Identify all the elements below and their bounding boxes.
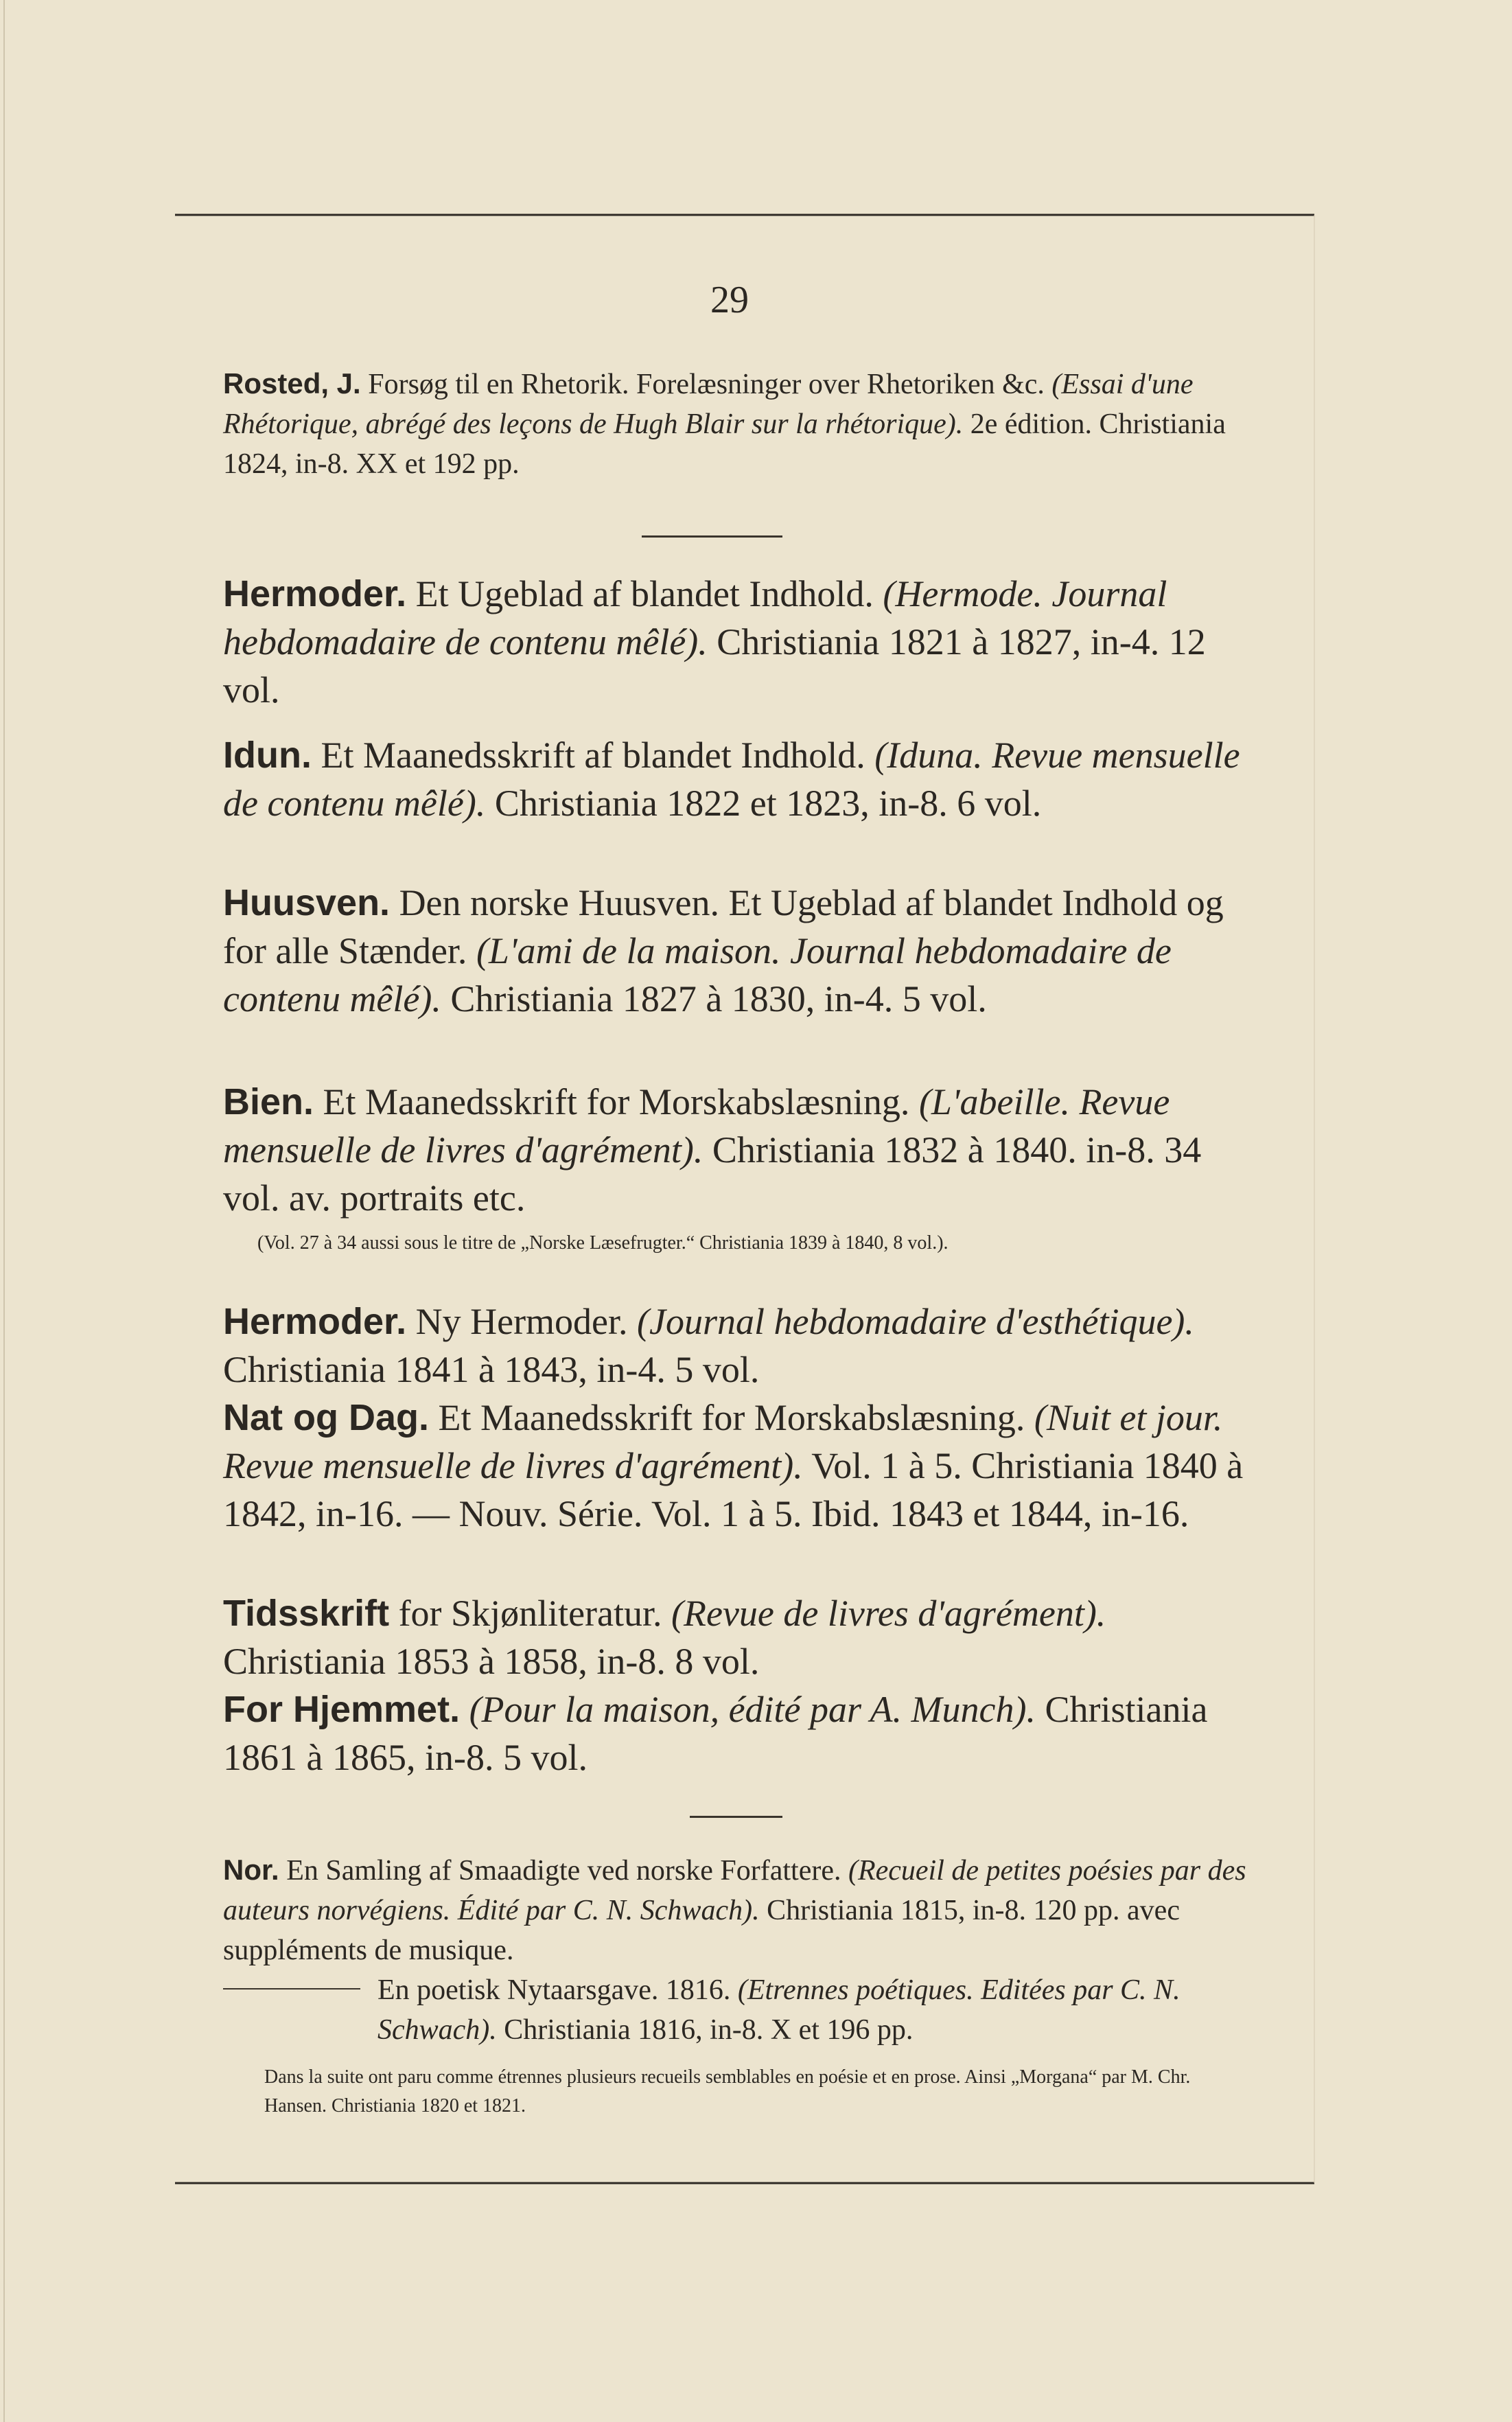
entry-nor (223, 1850, 1253, 1970)
entry-lead: Hermoder. (223, 573, 407, 614)
entry-lead: Bien. (223, 1081, 314, 1122)
entry-tidsskrift (223, 1589, 1253, 1685)
entry-rest: Christiania 1822 et 1823, in-8. 6 vol. (494, 783, 1042, 824)
entry-lead: Rosted, J. (223, 367, 361, 400)
entry-italic: (Pour la maison, édité par A. Munch). (469, 1689, 1036, 1730)
entry-text: Den norske Huusven. Et Ugeblad af blandet Indhold og for alle Stænder. (223, 882, 1224, 971)
entry-rest: 2e édition. Christiania 1824, in-8. XX et 192 pp. (223, 408, 1226, 480)
entry-text: Et Maanedsskrift af blandet Indhold. (321, 735, 865, 776)
entry-italic: (Revue de livres d'agrément). (671, 1593, 1106, 1634)
entry-rest: Christiania 1821 à 1827, in-4. 12 vol. (223, 621, 1206, 711)
entry-rest: Christiania 1816, in-8. X et 196 pp. (504, 2014, 914, 2046)
entry-italic: (L'abeille. Revue mensuelle de livres d'agrément). (223, 1081, 1170, 1170)
entry-for-hjemmet (223, 1685, 1253, 1781)
entry-rest: Christiania 1815, in-8. 120 pp. avec suppléments de musique. (223, 1895, 1180, 1966)
entry-italic: (Recueil de petites poésies par des auteurs norvégiens. Édité par C. N. Schwach). (223, 1855, 1246, 1926)
page-number: 29 (710, 279, 749, 321)
entry-italic: (Nuit et jour. Revue mensuelle de livres d'agrément). (223, 1397, 1223, 1486)
entry-lead: Nor. (223, 1854, 279, 1886)
entry-italic: (Iduna. Revue mensuelle de contenu mêlé). (223, 735, 1240, 824)
entry-ny-hermoder (223, 1298, 1253, 1394)
entry-italic: (Essai d'une Rhétorique, abrégé des leçons de Hugh Blair sur la rhétorique). (223, 369, 1194, 440)
entry-text: Et Ugeblad af blandet Indhold. (415, 573, 874, 614)
entry-italic: (Hermode. Journal hebdomadaire de contenu mêlé). (223, 573, 1167, 662)
entry-idun (223, 731, 1253, 827)
entry-text: En Samling af Smaadigte ved norske Forfattere. (286, 1855, 841, 1887)
entry-italic: (Journal hebdomadaire d'esthétique). (637, 1301, 1194, 1342)
entry-text: Ny Hermoder. (415, 1301, 628, 1342)
entry-rest: Christiania 1832 à 1840. in-8. 34 vol. av. portraits etc. (223, 1129, 1202, 1219)
entry-nat-og-dag (223, 1394, 1253, 1538)
entry-rest: Christiania 1841 à 1843, in-4. 5 vol. (223, 1349, 760, 1390)
entry-hermoder (223, 570, 1253, 714)
entry-rest: Christiania 1861 à 1865, in-8. 5 vol. (223, 1689, 1208, 1778)
entry-lead: Nat og Dag. (223, 1397, 430, 1438)
entry-huusven (223, 879, 1253, 1023)
entry-text: for Skjønliteratur. (398, 1593, 662, 1634)
entry-text: En poetisk Nytaarsgave. 1816. (377, 1974, 731, 2006)
entry-lead: Idun. (223, 735, 312, 776)
bien-note: (Vol. 27 à 34 aussi sous le titre de „Norske Læsefrugter.“ Christiania 1839 à 1840, 8 vol.). (257, 1232, 949, 1254)
entry-bien (223, 1078, 1253, 1222)
final-note: Dans la suite ont paru comme étrennes plusieurs recueils semblables en poésie et en prose. Ainsi „Morgana“ par M. Chr. Hansen. Christiania 1820 et 1821. (264, 2066, 1191, 2117)
entry-rosted (223, 364, 1253, 484)
entry-text: Et Maanedsskrift for Morskabslæsning. (438, 1397, 1025, 1438)
entry-lead: Hermoder. (223, 1301, 407, 1342)
entry-text: Forsøg til en Rhetorik. Forelæsninger over Rhetoriken &c. (368, 369, 1045, 400)
entry-lead: Tidsskrift (223, 1593, 390, 1634)
ditto-rule (223, 1988, 360, 1990)
entry-rest: Christiania 1827 à 1830, in-4. 5 vol. (450, 978, 987, 1019)
entry-italic: (L'ami de la maison. Journal hebdomadaire de contenu mêlé). (223, 930, 1172, 1019)
separator (690, 1816, 782, 1818)
entry-lead: Huusven. (223, 882, 391, 923)
entry-rest: Vol. 1 à 5. Christiania 1840 à 1842, in-16. — Nouv. Série. Vol. 1 à 5. Ibid. 1843 et 1844, in-16. (223, 1445, 1244, 1534)
entry-poetisk (377, 1970, 1253, 2050)
entry-lead: For Hjemmet. (223, 1689, 461, 1730)
separator (642, 535, 782, 538)
entry-text: Et Maanedsskrift for Morskabslæsning. (323, 1081, 910, 1122)
entry-rest: Christiania 1853 à 1858, in-8. 8 vol. (223, 1641, 760, 1682)
entry-italic: (Etrennes poétiques. Editées par C. N. Schwach). (377, 1974, 1180, 2046)
